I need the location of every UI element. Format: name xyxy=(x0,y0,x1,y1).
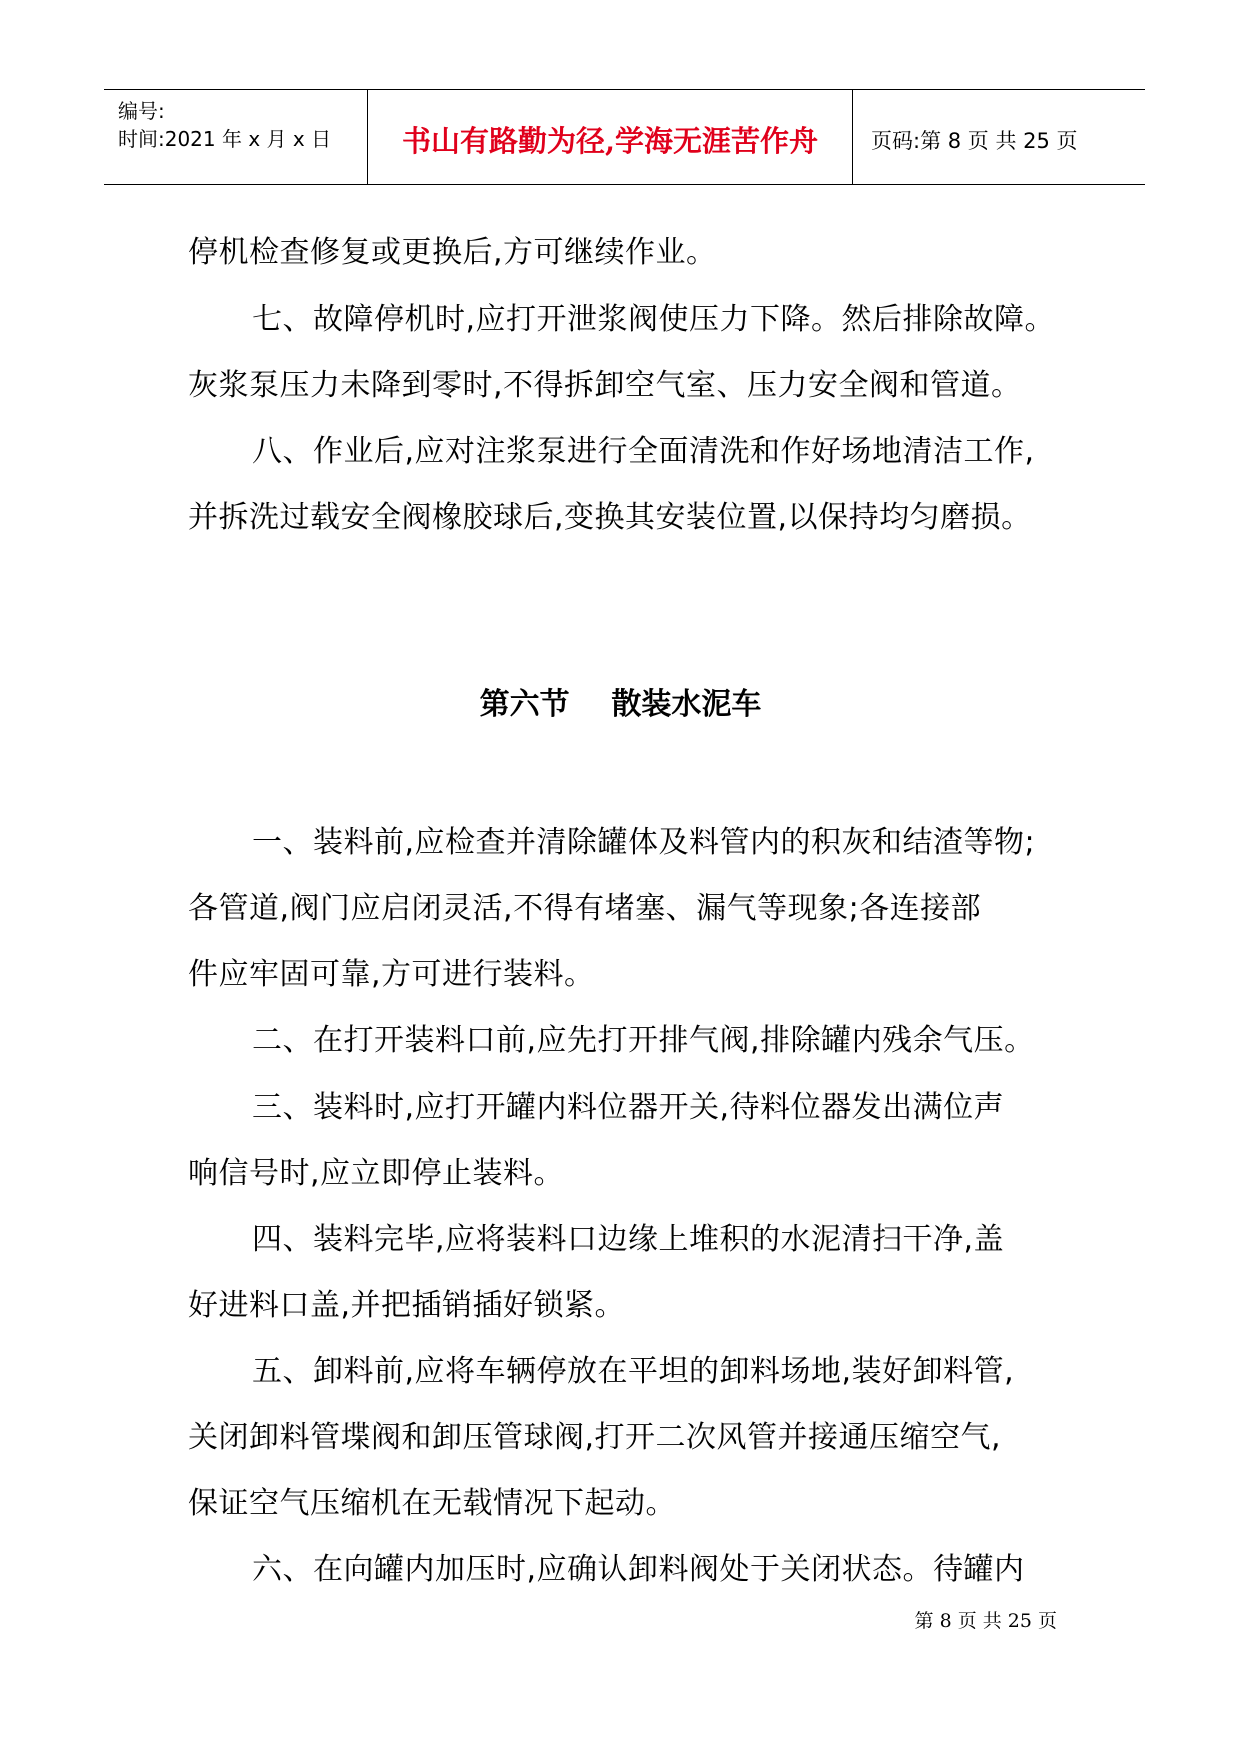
paragraph-line: 保证空气压缩机在无载情况下起动。 xyxy=(188,1486,676,1521)
paragraph-line: 灰浆泵压力未降到零时,不得拆卸空气室、压力安全阀和管道。 xyxy=(188,368,1022,403)
paragraph-line: 六、在向罐内加压时,应确认卸料阀处于关闭状态。待罐内 xyxy=(252,1552,1025,1587)
paragraph-line: 一、装料前,应检查并清除罐体及料管内的积灰和结渣等物; xyxy=(252,825,1036,860)
page-footer: 第 8 页 共 25 页 xyxy=(914,1610,1057,1632)
paragraph-line: 关闭卸料管堞阀和卸压管球阀,打开二次风管并接通压缩空气, xyxy=(188,1420,1002,1455)
paragraph-line: 二、在打开装料口前,应先打开排气阀,排除罐内残余气压。 xyxy=(252,1023,1035,1058)
paragraph-line: 八、作业后,应对注浆泵进行全面清洗和作好场地清洁工作, xyxy=(252,434,1035,469)
paragraph-line: 响信号时,应立即停止装料。 xyxy=(188,1156,565,1191)
paragraph-line: 三、装料时,应打开罐内料位器开关,待料位器发出满位声 xyxy=(252,1090,1005,1125)
page-header xyxy=(104,89,1145,185)
header-page-cell xyxy=(854,90,1145,184)
paragraph-line: 五、卸料前,应将车辆停放在平坦的卸料场地,装好卸料管, xyxy=(252,1354,1015,1389)
paragraph-line: 并拆洗过载安全阀橡胶球后,变换其安装位置,以保持均匀磨损。 xyxy=(188,500,1032,535)
paragraph-line: 七、故障停机时,应打开泄浆阀使压力下降。然后排除故障。 xyxy=(252,302,1056,337)
paragraph-line: 各管道,阀门应启闭灵活,不得有堵塞、漏气等现象;各连接部 xyxy=(188,891,982,926)
header-motto-cell xyxy=(368,90,853,184)
paragraph-line: 件应牢固可靠,方可进行装料。 xyxy=(188,957,595,992)
paragraph-line: 停机检查修复或更换后,方可继续作业。 xyxy=(188,235,717,270)
paragraph-line: 四、装料完毕,应将装料口边缘上堆积的水泥清扫干净,盖 xyxy=(252,1222,1005,1257)
header-info-cell xyxy=(104,90,368,184)
time-label: 时间:2021 年 x 月 x 日 xyxy=(118,127,332,151)
serial-number-label: 编号: xyxy=(118,99,165,123)
motto-text: 书山有路勤为径,学海无涯苦作舟 xyxy=(401,124,819,158)
header-page-number: 页码:第 8 页 共 25 页 xyxy=(871,129,1078,153)
section-title: 第六节 散装水泥车 xyxy=(479,687,762,722)
paragraph-line: 好进料口盖,并把插销插好锁紧。 xyxy=(188,1288,626,1323)
